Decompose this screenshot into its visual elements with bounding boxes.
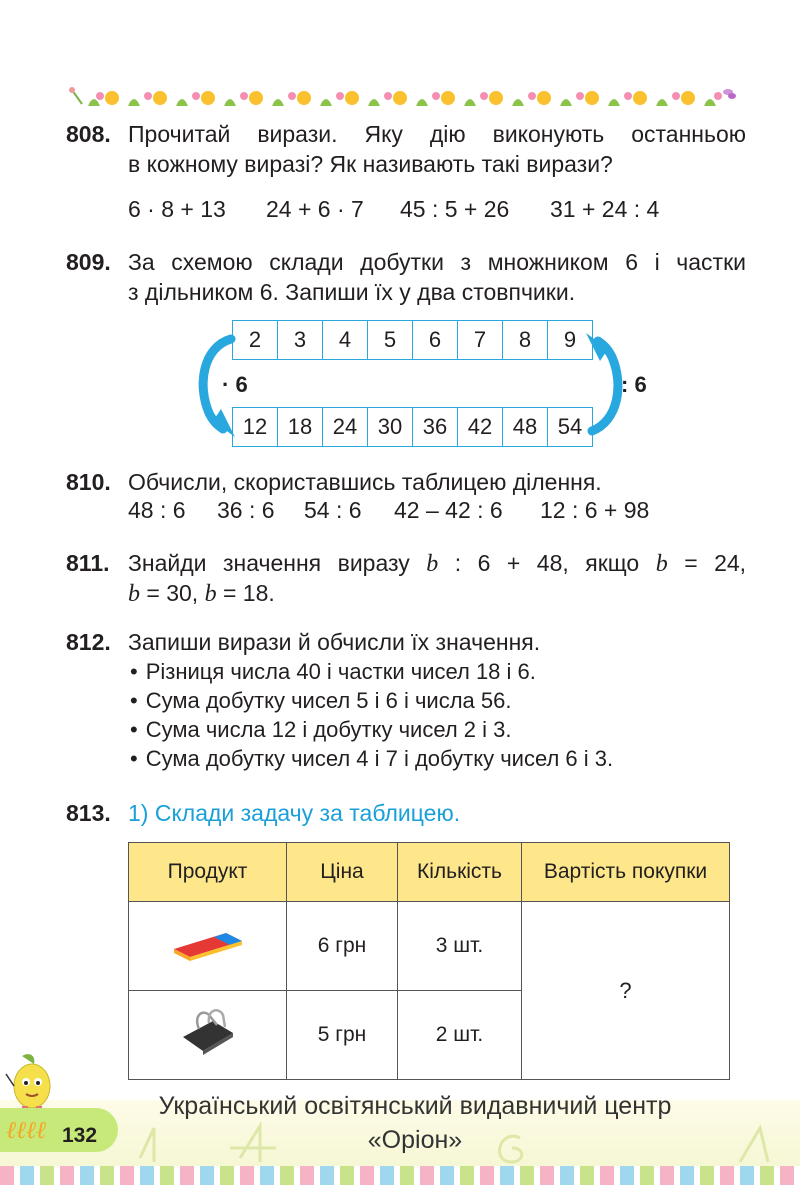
task-text-line: Знайди значення виразу b : 6 + 48, якщо b = 24, bbox=[128, 550, 747, 577]
quantity-cell: 3 шт. bbox=[398, 902, 522, 991]
expression: 54 : 6 bbox=[304, 497, 362, 523]
table-cell: 2 bbox=[233, 321, 278, 360]
expression: 12 : 6 + 98 bbox=[540, 497, 650, 523]
table-cell: 24 bbox=[323, 408, 368, 447]
price-cell: 5 грн bbox=[287, 991, 398, 1080]
table-cell: 42 bbox=[458, 408, 503, 447]
expression-row bbox=[128, 497, 649, 524]
task-812 bbox=[66, 627, 746, 657]
expression-row bbox=[128, 196, 659, 223]
table-cell: 4 bbox=[323, 321, 368, 360]
expression: 6 · 8 + 13 bbox=[128, 196, 226, 222]
binder-clip-icon bbox=[173, 1007, 243, 1057]
price-cell: 6 грн bbox=[287, 902, 398, 991]
page-number: 132 bbox=[62, 1124, 98, 1147]
column-header: Кількість bbox=[398, 843, 522, 902]
scroll-decoration: ℓℓℓℓ bbox=[6, 1118, 46, 1144]
table-cell: 5 bbox=[368, 321, 413, 360]
table-cell: 3 bbox=[278, 321, 323, 360]
task-text-line: 1) Склади задачу за таблицею. bbox=[128, 800, 461, 826]
table-cell: 30 bbox=[368, 408, 413, 447]
quantity-cell: 2 шт. bbox=[398, 991, 522, 1080]
decorative-border bbox=[68, 82, 738, 110]
eraser-icon bbox=[168, 923, 248, 963]
column-header: Продукт bbox=[129, 843, 287, 902]
task-text-line: Прочитай вирази. Яку дію виконують останньою bbox=[128, 121, 746, 147]
task-number: 809. bbox=[66, 249, 111, 275]
column-header: Вартість покупки bbox=[522, 843, 730, 902]
table-cell: 6 bbox=[413, 321, 458, 360]
butterfly-icon bbox=[723, 89, 736, 99]
task-number: 813. bbox=[66, 800, 111, 826]
table-cell: 54 bbox=[548, 408, 593, 447]
task-number: 808. bbox=[66, 121, 111, 147]
product-table bbox=[232, 407, 593, 447]
expression: 36 : 6 bbox=[217, 497, 275, 523]
publisher-name-line2: «Оріон» bbox=[367, 1126, 463, 1154]
list-item: • Сума добутку чисел 5 і 6 і числа 56. bbox=[130, 686, 613, 715]
product-cell bbox=[129, 991, 287, 1080]
task-number: 812. bbox=[66, 629, 111, 655]
expression: 48 : 6 bbox=[128, 497, 186, 523]
task-811 bbox=[66, 548, 746, 610]
table-header-row bbox=[129, 843, 730, 902]
task-text-line: в кожному виразі? Як називають такі вирази? bbox=[128, 151, 613, 177]
expression: 24 + 6 · 7 bbox=[266, 196, 364, 222]
column-header: Ціна bbox=[287, 843, 398, 902]
table-cell: 8 bbox=[503, 321, 548, 360]
table-cell: 18 bbox=[278, 408, 323, 447]
table-cell: 36 bbox=[413, 408, 458, 447]
task-text-line: Обчисли, скориставшись таблицею ділення. bbox=[128, 469, 602, 495]
task-text-line: Запиши вирази й обчисли їх значення. bbox=[128, 629, 541, 655]
publisher-name: Український освітянський видавничий центр bbox=[158, 1092, 672, 1120]
expression: 42 – 42 : 6 bbox=[394, 497, 503, 523]
task-text-line: з дільником 6. Запиши їх у два стовпчики. bbox=[128, 279, 576, 305]
divide-label: : 6 bbox=[621, 372, 647, 397]
bottom-stripe bbox=[0, 1166, 800, 1185]
total-cell: ? bbox=[522, 902, 730, 1080]
table-cell: 9 bbox=[548, 321, 593, 360]
list-item: • Сума числа 12 і добутку чисел 2 і 3. bbox=[130, 715, 613, 744]
bullet-list bbox=[130, 657, 613, 773]
task-number: 811. bbox=[66, 550, 110, 576]
expression: 45 : 5 + 26 bbox=[400, 196, 510, 222]
table-row bbox=[129, 902, 730, 991]
list-item: • Різниця числа 40 і частки чисел 18 і 6. bbox=[130, 657, 613, 686]
expression: 31 + 24 : 4 bbox=[550, 196, 660, 222]
multiplier-table bbox=[232, 320, 593, 360]
table-cell: 7 bbox=[458, 321, 503, 360]
table-cell: 48 bbox=[503, 408, 548, 447]
product-cell bbox=[129, 902, 287, 991]
purchase-table bbox=[128, 842, 730, 1080]
sprout-icon bbox=[69, 87, 82, 104]
multiply-label: · 6 bbox=[222, 372, 248, 397]
task-text-line: b = 30, b = 18. bbox=[128, 580, 275, 607]
task-813 bbox=[66, 798, 746, 828]
task-810 bbox=[66, 467, 746, 497]
task-text-line: За схемою склади добутки з множником 6 і частки bbox=[128, 249, 746, 275]
list-item: • Сума добутку чисел 4 і 7 і добутку чисел 6 і 3. bbox=[130, 744, 613, 773]
task-808 bbox=[66, 119, 746, 181]
task-809 bbox=[66, 247, 746, 309]
task-number: 810. bbox=[66, 469, 111, 495]
table-cell: 12 bbox=[233, 408, 278, 447]
